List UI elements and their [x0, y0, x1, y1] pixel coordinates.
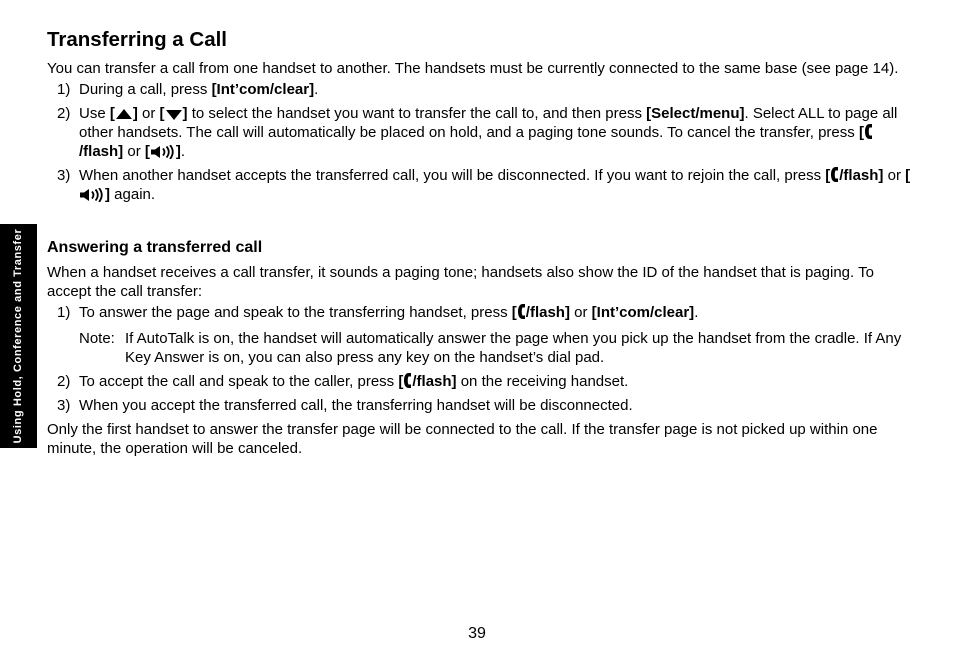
down-arrow-icon: [165, 107, 183, 121]
speaker-icon: [150, 145, 176, 159]
up-arrow-icon: [115, 107, 133, 121]
subsection-intro: When a handset receives a call transfer, it sounds a paging tone; handsets also show the ID of the handset that is paging. To accept the call transfer:: [47, 264, 874, 300]
step-number: 3): [57, 397, 71, 414]
speaker-icon: [79, 188, 105, 202]
phone-handset-icon: [830, 166, 839, 183]
note-text: If AutoTalk is on, the handset will automatically answer the page when you pick up the handset from the cradle. If Any Key Answer is on, you can also press any key on the handset’s dial pad.: [125, 330, 902, 366]
step-number: 2): [57, 373, 71, 390]
section-title: Transferring a Call: [47, 28, 228, 51]
phone-handset-icon: [517, 303, 526, 320]
step-number: 2): [57, 105, 71, 122]
section-intro: You can transfer a call from one handset to another. The handsets must be currently connected to the same base (see page 14).: [47, 60, 899, 77]
key-intcom: [Int’com/clear]: [211, 81, 315, 98]
answer-steps-continued: [47, 372, 917, 415]
page-number: 39: [468, 625, 486, 642]
note: [47, 329, 917, 367]
list-item: 2) To accept the call and speak to the caller, press [ /flash] on the receiving handset.: [57, 373, 629, 390]
answer-steps: [47, 303, 917, 322]
step-number: 3): [57, 167, 71, 184]
list-item: 1) To answer the page and speak to the transferring handset, press [ /flash] or [Int’com/clear].: [57, 304, 699, 321]
list-item: 2) Use [ ] or [ ] to select the handset you want to transfer the call to, and then press [Select/menu]. Select ALL to page all other handsets. The call will automatically be placed on hold, and a paging tone sounds. To cancel the transfer, press [/flash] or [ ].: [57, 105, 898, 160]
phone-handset-icon: [403, 372, 412, 389]
note-label: Note:: [79, 330, 115, 347]
document-body: [47, 28, 917, 458]
transfer-steps: [47, 80, 917, 204]
step-number: 1): [57, 304, 71, 321]
list-item: 3) When you accept the transferred call, the transferring handset will be disconnected.: [57, 397, 633, 414]
key-intcom: [Int’com/clear]: [591, 304, 695, 321]
side-tab-label: Using Hold, Conference and Transfer: [12, 228, 24, 444]
phone-handset-icon: [864, 123, 873, 140]
list-item: 3) When another handset accepts the transferred call, you will be disconnected. If you want to rejoin the call, press [ /flash] or [] again.: [57, 167, 911, 203]
step-number: 1): [57, 81, 71, 98]
list-item: 1) During a call, press [Int’com/clear].: [57, 81, 319, 98]
subsection-title: Answering a transferred call: [47, 239, 263, 256]
closing-paragraph: Only the first handset to answer the transfer page will be connected to the call. If the transfer page is not picked up within one minute, the operation will be canceled.: [47, 421, 878, 457]
key-select-menu: [Select/menu]: [646, 105, 745, 122]
